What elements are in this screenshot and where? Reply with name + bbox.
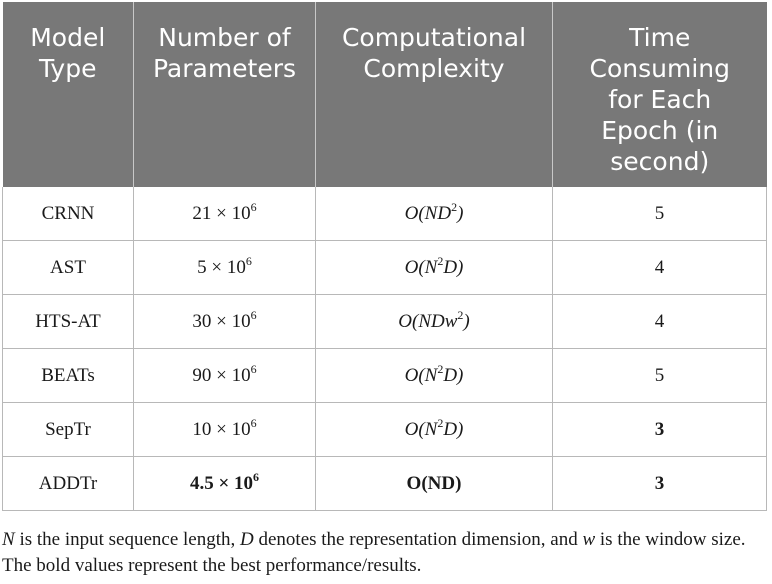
- table-row: [3, 403, 767, 457]
- table-caption: [2, 527, 768, 579]
- table-row: [3, 295, 767, 349]
- cell-model: AST: [3, 241, 134, 295]
- header-line: Type: [39, 54, 97, 83]
- header-line: Computational: [341, 23, 527, 52]
- cell-parameters: [134, 241, 316, 295]
- cell-time: 5: [553, 187, 767, 241]
- cell-complexity: [316, 187, 553, 241]
- params-exponent: 6: [250, 307, 257, 322]
- cell-parameters: [134, 187, 316, 241]
- complexity-tail: ): [463, 310, 470, 332]
- params-base: 90 × 10: [192, 364, 251, 386]
- header-time-consuming: [553, 2, 767, 187]
- params-exponent: 6: [250, 361, 257, 376]
- caption-var-d: D: [240, 529, 254, 550]
- caption-text: denotes the representation dimension, and: [253, 529, 583, 550]
- header-line: Time: [629, 23, 691, 52]
- header-line: for Each: [608, 85, 712, 114]
- params-base: 5 × 10: [197, 256, 246, 278]
- cell-complexity: [316, 349, 553, 403]
- cell-complexity: [316, 241, 553, 295]
- caption-text: is the window size. The bold values represent the best performance/results.: [2, 529, 746, 576]
- table-row: [3, 349, 767, 403]
- complexity-tail: D): [443, 364, 464, 386]
- params-base: 30 × 10: [192, 310, 251, 332]
- cell-model: HTS-AT: [3, 295, 134, 349]
- complexity-exponent: 2: [437, 361, 444, 376]
- params-exponent: 6: [253, 469, 260, 484]
- table-row: [3, 457, 767, 511]
- complexity-exponent: 2: [437, 415, 444, 430]
- table-row: [3, 241, 767, 295]
- cell-time: 3: [553, 457, 767, 511]
- table-row: [3, 187, 767, 241]
- params-exponent: 6: [250, 199, 257, 214]
- cell-time: 4: [553, 295, 767, 349]
- complexity-exponent: 2: [451, 199, 458, 214]
- cell-model: ADDTr: [3, 457, 134, 511]
- cell-time: 4: [553, 241, 767, 295]
- cell-model: BEATs: [3, 349, 134, 403]
- header-line: Model: [30, 23, 106, 52]
- cell-time: 3: [553, 403, 767, 457]
- cell-complexity: [316, 457, 553, 511]
- header-computational-complexity: [316, 2, 553, 187]
- header-line: Parameters: [152, 54, 297, 83]
- cell-parameters: [134, 295, 316, 349]
- complexity-main: O(N: [404, 256, 438, 278]
- header-line: Epoch (in: [601, 116, 719, 145]
- params-exponent: 6: [245, 253, 252, 268]
- cell-model: SepTr: [3, 403, 134, 457]
- params-base: 4.5 × 10: [189, 472, 254, 494]
- header-model-type: [3, 2, 134, 187]
- header-line: Number of: [158, 23, 291, 52]
- cell-parameters: [134, 403, 316, 457]
- complexity-exponent: 2: [457, 307, 464, 322]
- complexity-main: O(N: [404, 418, 438, 440]
- cell-parameters: [134, 349, 316, 403]
- header-line: Consuming: [589, 54, 730, 83]
- cell-model: CRNN: [3, 187, 134, 241]
- params-base: 21 × 10: [192, 202, 251, 224]
- caption-text: is the input sequence length,: [14, 529, 240, 550]
- caption-var-n: N: [2, 529, 15, 550]
- header-line: second): [610, 147, 710, 176]
- complexity-exponent: 2: [437, 253, 444, 268]
- complexity-main: O(N: [404, 364, 438, 386]
- cell-parameters: [134, 457, 316, 511]
- header-number-of-parameters: [134, 2, 316, 187]
- complexity-main: O(NDw: [398, 310, 458, 332]
- cell-complexity: [316, 295, 553, 349]
- caption-var-w: w: [582, 529, 596, 550]
- cell-time: 5: [553, 349, 767, 403]
- cell-complexity: [316, 403, 553, 457]
- complexity-main: O(ND): [406, 472, 462, 494]
- header-line: Complexity: [363, 54, 505, 83]
- complexity-main: O(ND: [404, 202, 452, 224]
- complexity-tail: ): [457, 202, 464, 224]
- params-base: 10 × 10: [192, 418, 251, 440]
- complexity-tail: D): [443, 256, 464, 278]
- comparison-table: [2, 2, 767, 511]
- header-row: [3, 2, 767, 187]
- params-exponent: 6: [250, 415, 257, 430]
- complexity-tail: D): [443, 418, 464, 440]
